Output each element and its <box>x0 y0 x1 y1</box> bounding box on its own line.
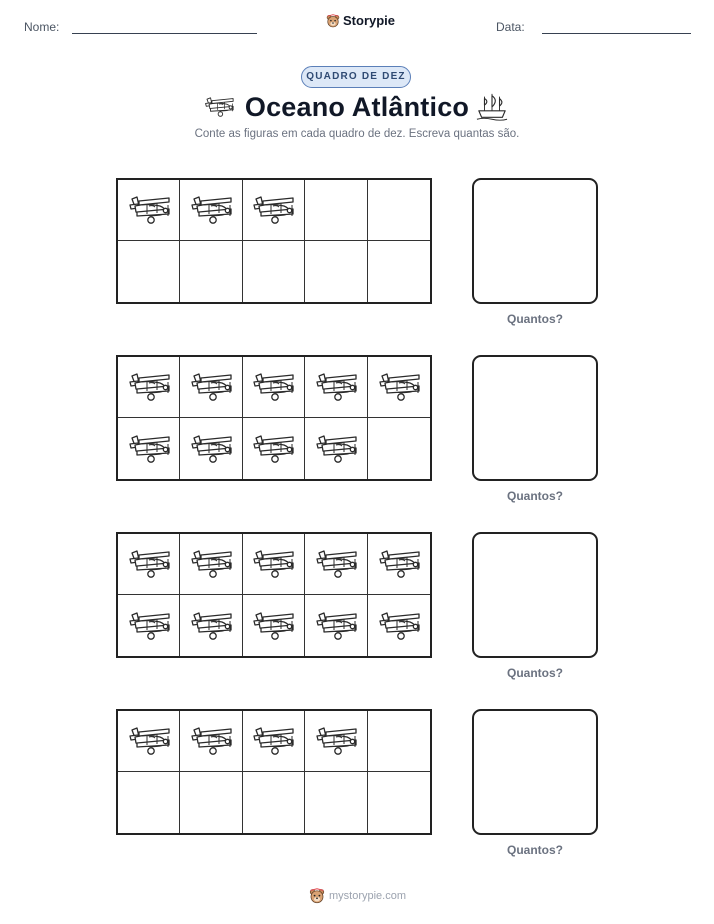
answer-label-2: Quantos? <box>507 489 563 503</box>
biplane-icon <box>314 724 358 758</box>
frame-cell <box>180 595 242 656</box>
frame-cell <box>118 772 180 833</box>
biplane-icon <box>189 432 233 466</box>
frame-cell <box>305 180 367 241</box>
name-label: Nome: <box>24 20 60 34</box>
date-line[interactable] <box>542 33 691 34</box>
frame-cell <box>305 418 367 479</box>
frame-cell <box>368 772 430 833</box>
frame-cell <box>243 418 305 479</box>
frame-cell <box>368 180 430 241</box>
frame-cell <box>243 534 305 595</box>
frame-cell <box>305 772 367 833</box>
biplane-icon <box>189 547 233 581</box>
ten-frame-2 <box>116 355 432 481</box>
frame-cell <box>368 357 430 418</box>
frame-cell <box>118 711 180 772</box>
frame-cell <box>180 357 242 418</box>
date-label: Data: <box>496 20 525 34</box>
frame-cell <box>118 534 180 595</box>
biplane-icon <box>203 95 235 119</box>
bear-face-icon <box>326 14 340 28</box>
frame-cell <box>118 241 180 302</box>
ten-frame-1 <box>116 178 432 304</box>
biplane-icon <box>251 547 295 581</box>
bear-face-icon <box>309 888 325 904</box>
frame-cell <box>180 534 242 595</box>
ten-frame-4 <box>116 709 432 835</box>
answer-label-1: Quantos? <box>507 312 563 326</box>
frame-cell <box>243 772 305 833</box>
biplane-icon <box>189 193 233 227</box>
brand-name: Storypie <box>343 13 396 28</box>
frame-cell <box>118 180 180 241</box>
frame-cell <box>305 711 367 772</box>
frame-cell <box>243 241 305 302</box>
biplane-icon <box>251 432 295 466</box>
frame-cell <box>180 180 242 241</box>
biplane-icon <box>314 370 358 404</box>
biplane-icon <box>189 724 233 758</box>
answer-box-4[interactable] <box>472 709 598 835</box>
frame-cell <box>243 595 305 656</box>
frame-cell <box>368 418 430 479</box>
frame-cell <box>305 357 367 418</box>
ten-frame-3 <box>116 532 432 658</box>
biplane-icon <box>127 724 171 758</box>
worksheet-type-badge: QUADRO DE DEZ <box>301 66 411 88</box>
frame-cell <box>180 772 242 833</box>
frame-cell <box>243 711 305 772</box>
biplane-icon <box>189 609 233 643</box>
answer-box-2[interactable] <box>472 355 598 481</box>
biplane-icon <box>251 370 295 404</box>
frame-cell <box>305 534 367 595</box>
frame-cell <box>368 711 430 772</box>
frame-cell <box>243 180 305 241</box>
page-title: Oceano Atlântico <box>244 92 470 122</box>
brand-logo <box>326 13 395 28</box>
biplane-icon <box>251 193 295 227</box>
frame-cell <box>305 595 367 656</box>
biplane-icon <box>127 609 171 643</box>
frame-cell <box>118 595 180 656</box>
frame-cell <box>118 418 180 479</box>
footer-url[interactable]: mystorypie.com <box>329 890 407 902</box>
biplane-icon <box>127 193 171 227</box>
sailing-ship-icon <box>476 92 508 122</box>
biplane-icon <box>377 547 421 581</box>
frame-cell <box>368 534 430 595</box>
biplane-icon <box>127 370 171 404</box>
frame-cell <box>368 241 430 302</box>
frame-cell <box>180 418 242 479</box>
biplane-icon <box>251 724 295 758</box>
frame-cell <box>180 711 242 772</box>
answer-box-1[interactable] <box>472 178 598 304</box>
answer-label-4: Quantos? <box>507 843 563 857</box>
biplane-icon <box>127 547 171 581</box>
footer <box>309 888 406 904</box>
biplane-icon <box>377 370 421 404</box>
biplane-icon <box>314 609 358 643</box>
biplane-icon <box>314 547 358 581</box>
answer-box-3[interactable] <box>472 532 598 658</box>
frame-cell <box>305 241 367 302</box>
biplane-icon <box>127 432 171 466</box>
biplane-icon <box>377 609 421 643</box>
frame-cell <box>180 241 242 302</box>
biplane-icon <box>189 370 233 404</box>
frame-cell <box>243 357 305 418</box>
frame-cell <box>368 595 430 656</box>
instructions: Conte as figuras em cada quadro de dez. Escreva quantas são. <box>194 128 520 140</box>
frame-cell <box>118 357 180 418</box>
name-line[interactable] <box>72 33 257 34</box>
answer-label-3: Quantos? <box>507 666 563 680</box>
biplane-icon <box>314 432 358 466</box>
biplane-icon <box>251 609 295 643</box>
